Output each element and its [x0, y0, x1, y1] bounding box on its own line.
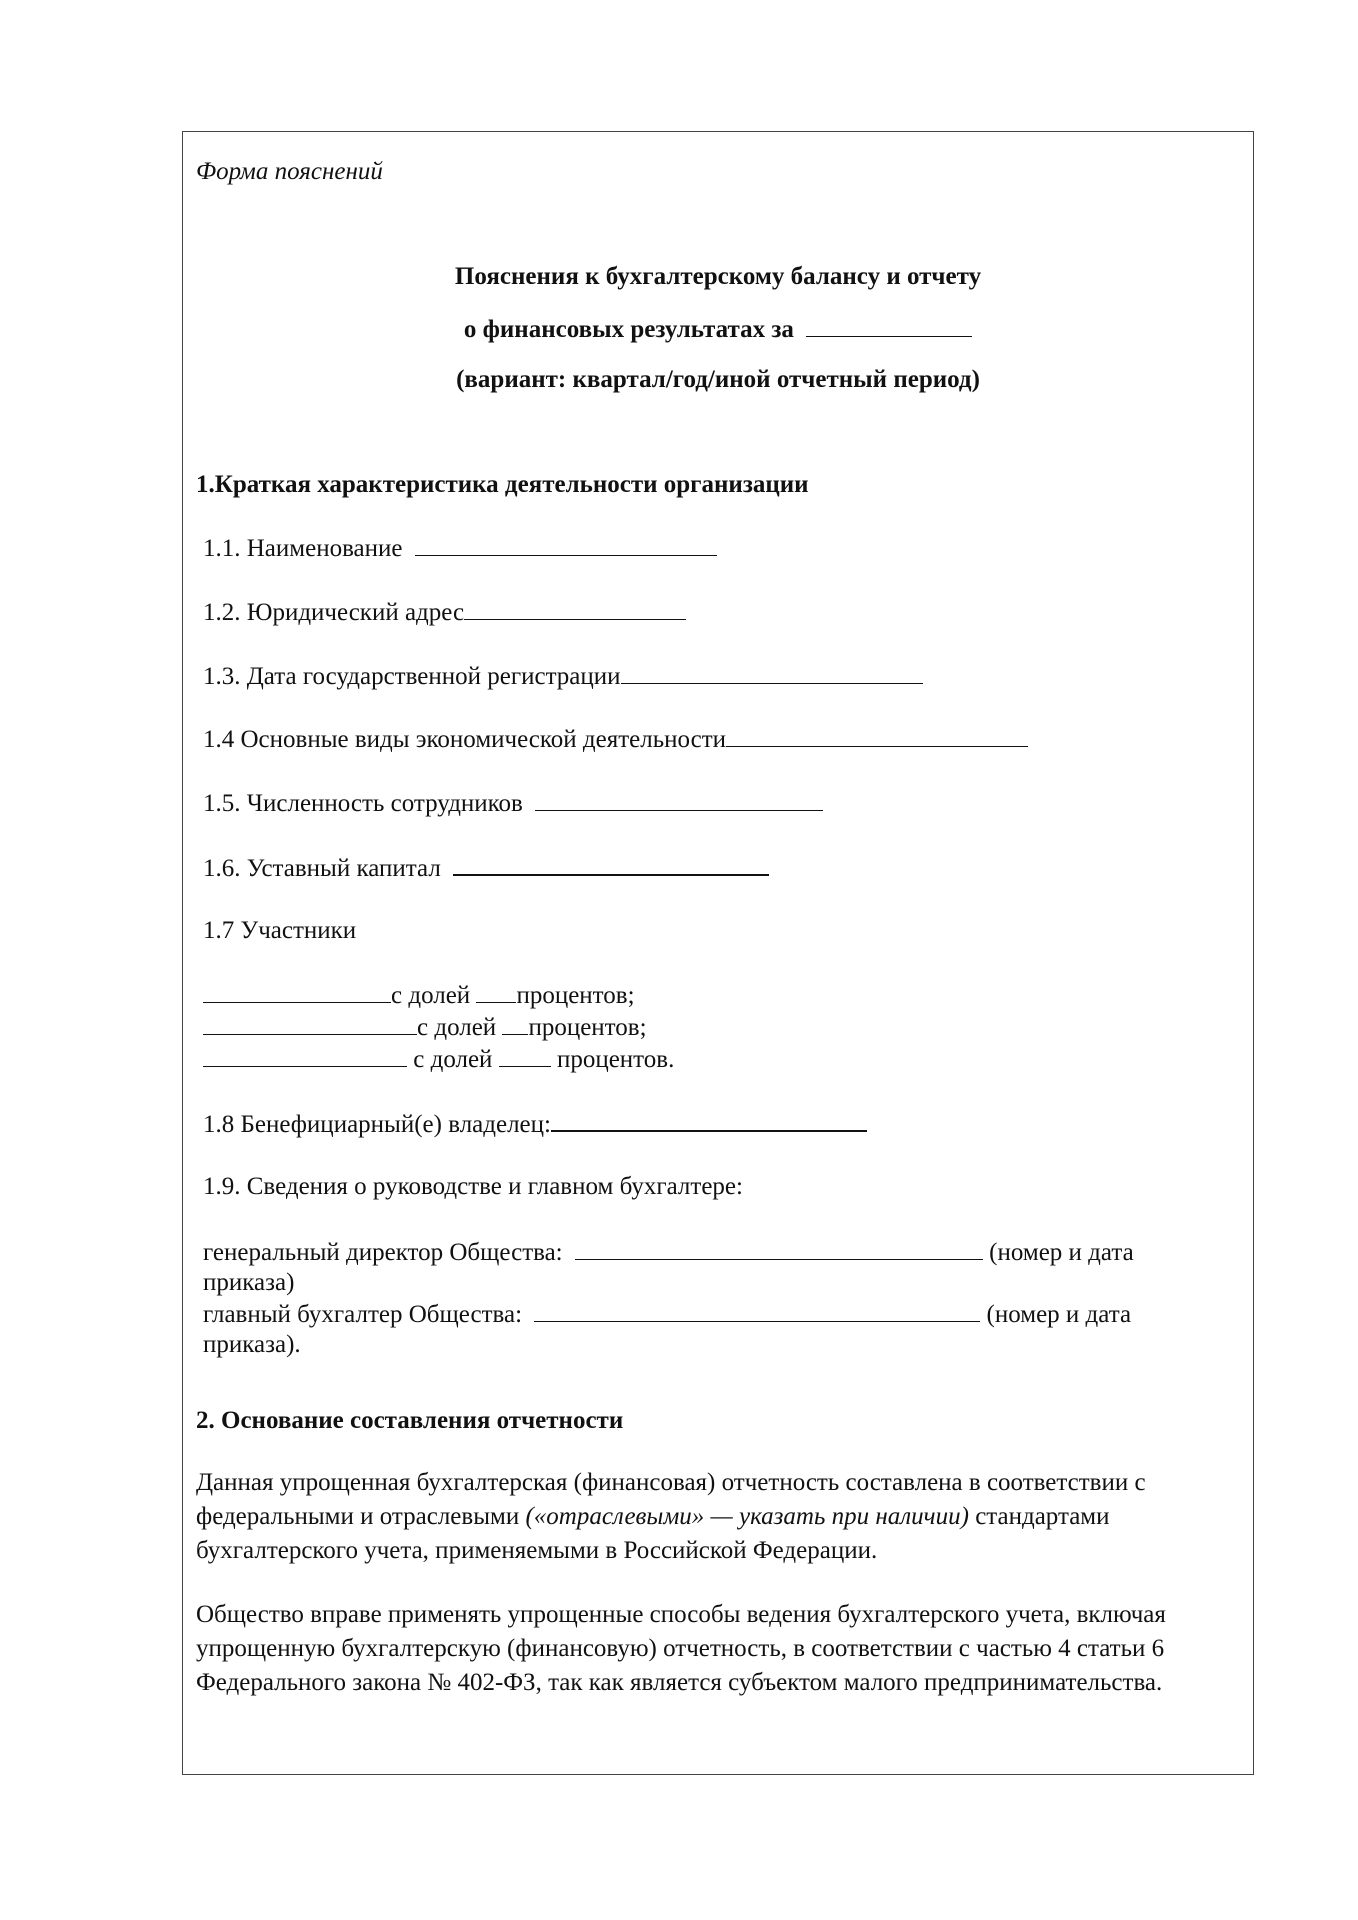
reg-date-blank[interactable]	[621, 661, 923, 684]
accountant-note-line-2: приказа).	[203, 1331, 301, 1358]
item-beneficiary	[203, 1108, 867, 1140]
section2-paragraph-1	[196, 1466, 1246, 1568]
address-blank[interactable]	[464, 597, 686, 620]
participant-2-pct-label: процентов;	[528, 1014, 647, 1041]
item-reg-date-label: 1.3. Дата государственной регистрации	[203, 663, 621, 690]
item-capital-label: 1.6. Уставный капитал	[203, 855, 441, 882]
item-beneficiary-label: 1.8 Бенефициарный(е) владелец:	[203, 1111, 551, 1138]
beneficiary-blank[interactable]	[551, 1108, 867, 1132]
participant-3-share-label: с долей	[413, 1046, 493, 1073]
form-caption: Форма пояснений	[196, 158, 383, 185]
title-line-1: Пояснения к бухгалтерскому балансу и отчету	[454, 263, 982, 290]
participant-row-1	[203, 980, 635, 1011]
item-reg-date	[203, 661, 923, 692]
period-blank[interactable]	[806, 314, 972, 337]
title-line-2	[182, 314, 1254, 345]
participant-1-pct-blank[interactable]	[476, 980, 516, 1003]
employees-blank[interactable]	[535, 788, 823, 811]
participant-row-3	[203, 1044, 674, 1075]
item-employees	[203, 788, 823, 819]
item-activities-label: 1.4 Основные виды экономической деятельности	[203, 726, 727, 753]
director-line	[203, 1237, 1134, 1268]
director-note-line-2: приказа)	[203, 1269, 295, 1296]
participant-1-share-label: с долей	[391, 982, 471, 1009]
section1-heading: 1.Краткая характеристика деятельности организации	[196, 471, 809, 498]
item-employees-label: 1.5. Численность сотрудников	[203, 790, 523, 817]
section2-heading: 2. Основание составления отчетности	[196, 1407, 624, 1434]
item-name-label: 1.1. Наименование	[203, 535, 403, 562]
participant-row-2	[203, 1012, 647, 1043]
item-management: 1.9. Сведения о руководстве и главном бухгалтере:	[203, 1173, 743, 1200]
accountant-line	[203, 1299, 1131, 1330]
item-address-label: 1.2. Юридический адрес	[203, 599, 465, 626]
accountant-label: главный бухгалтер Общества:	[203, 1301, 523, 1328]
participant-2-pct-blank[interactable]	[502, 1012, 528, 1035]
participant-2-share-label: с долей	[417, 1014, 497, 1041]
participant-1-name-blank[interactable]	[203, 980, 391, 1003]
title-line-3: (вариант: квартал/год/иной отчетный период)	[456, 366, 980, 393]
accountant-blank[interactable]	[534, 1299, 980, 1322]
participant-3-pct-label: процентов.	[556, 1046, 675, 1073]
item-capital	[203, 852, 769, 884]
capital-blank[interactable]	[453, 852, 769, 876]
item-name	[203, 533, 717, 564]
title-line-2-text: о финансовых результатах за	[463, 316, 794, 343]
participant-2-name-blank[interactable]	[203, 1012, 417, 1035]
para1-italic: («отраслевыми» — указать при наличии)	[525, 1503, 969, 1530]
participant-3-pct-blank[interactable]	[499, 1044, 551, 1067]
section2-paragraph-2: Общество вправе применять упрощенные способы ведения бухгалтерского учета, включая упрощенную бухгалтерскую (финансовую) отчетность, в соответствии с частью 4 статьи 6 Федерального закона № 402-ФЗ, так как является субъектом малого предпринимательства.	[196, 1601, 1166, 1696]
director-note: (номер и дата	[989, 1239, 1134, 1266]
participant-3-name-blank[interactable]	[203, 1044, 407, 1067]
item-participants: 1.7 Участники	[203, 917, 357, 944]
para1-end: стандартами бухгалтерского учета, применяемыми в Российской Федерации.	[196, 1503, 1110, 1564]
director-label: генеральный директор Общества:	[203, 1239, 563, 1266]
participant-1-pct-label: процентов;	[516, 982, 635, 1009]
item-activities	[203, 724, 1028, 755]
item-address	[203, 597, 686, 628]
name-blank[interactable]	[415, 533, 717, 556]
director-blank[interactable]	[575, 1237, 983, 1260]
para1-start: Данная упрощенная бухгалтерская (финансовая) отчетность составлена в соответствии с федеральными и отраслевыми	[196, 1469, 1146, 1530]
activities-blank[interactable]	[726, 724, 1028, 747]
accountant-note: (номер и дата	[986, 1301, 1132, 1328]
